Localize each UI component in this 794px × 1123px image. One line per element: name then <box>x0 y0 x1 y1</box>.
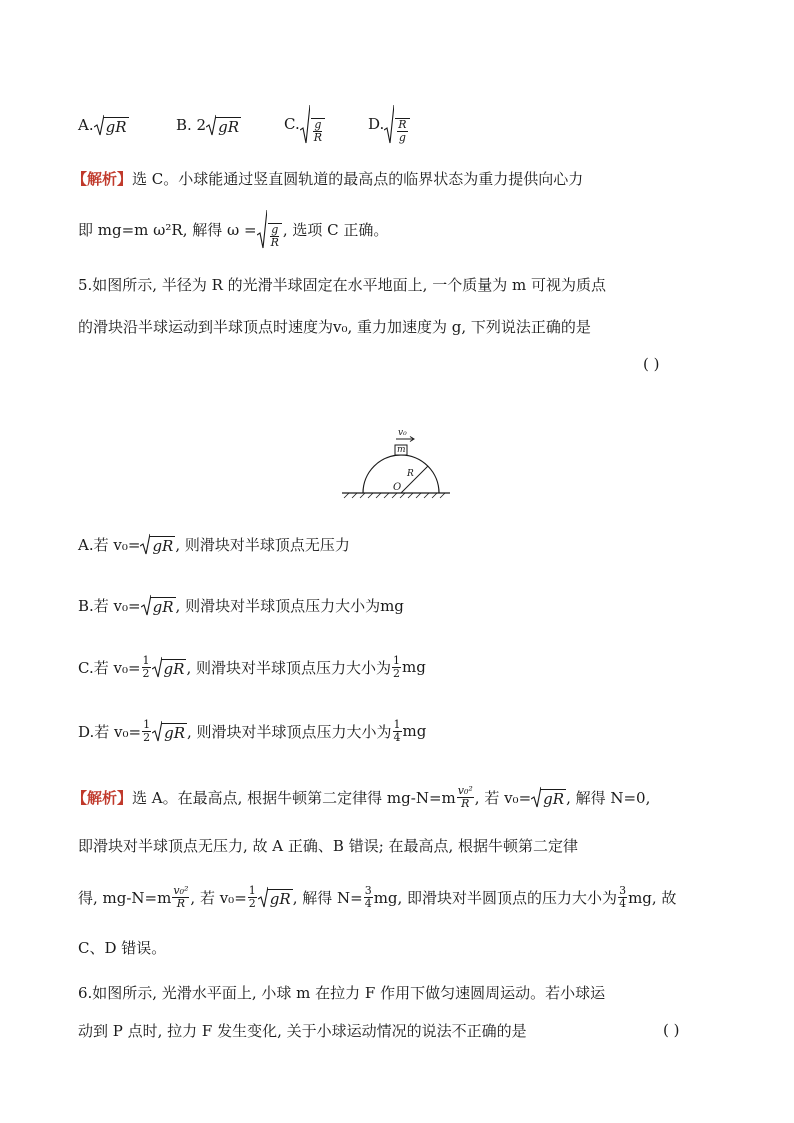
sqrt-symbol <box>141 594 176 616</box>
q5-analysis-text-3d: mg, 即滑块对半圆顶点的压力大小为 <box>373 888 618 907</box>
fraction-numerator: R <box>398 118 407 131</box>
q4-option-b-expr: gR <box>218 118 240 136</box>
fraction-denominator: 2 <box>248 896 256 910</box>
q5-analysis-expr-1: gR <box>543 790 565 808</box>
q5-option-c-expr: gR <box>163 660 185 678</box>
mass-label: m <box>397 445 406 455</box>
q5-analysis-frac-3 <box>172 885 189 910</box>
fraction-numerator: v₀² <box>173 883 189 897</box>
q5-answer-blank: ( ) <box>643 355 660 373</box>
q5-analysis-line-3 <box>78 882 676 912</box>
q4-analysis-line-1 <box>72 163 583 193</box>
q5-analysis-text-3e: mg, 故 <box>628 888 677 907</box>
q5-figure <box>338 425 458 505</box>
q4-option-a <box>78 114 129 136</box>
q5-analysis-text-3a: 得, mg-N=m <box>78 888 172 907</box>
fraction-denominator: R <box>313 131 323 144</box>
q5-analysis-text-1b: , 若 v₀= <box>474 788 532 807</box>
sqrt-symbol <box>94 114 129 136</box>
q5-option-d-coef <box>142 719 151 744</box>
sqrt-symbol <box>258 886 293 908</box>
fraction-numerator: v₀² <box>457 783 473 797</box>
q4-option-a-expr: gR <box>105 118 127 136</box>
q5-option-a-pre: A.若 v₀= <box>78 535 141 554</box>
q5-analysis-line-2: 即滑块对半球顶点无压力, 故 A 正确、B 错误; 在最高点, 根据牛顿第二定律 <box>78 836 579 855</box>
q4-analysis-line-2 <box>78 214 389 249</box>
q6-answer-blank: ( ) <box>663 1021 680 1039</box>
fraction-denominator: 2 <box>142 666 150 680</box>
q5-analysis-result-n <box>364 885 373 910</box>
fraction-numerator: 1 <box>393 717 401 731</box>
q5-option-c-result <box>392 655 401 680</box>
sqrt-symbol <box>140 533 175 555</box>
q5-option-d-pre: D.若 v₀= <box>78 722 142 741</box>
sqrt-symbol <box>152 720 187 742</box>
q5-stem-line-1: 5.如图所示, 半径为 R 的光滑半球固定在水平地面上, 一个质量为 m 可视为质点 <box>78 275 606 294</box>
q5-analysis-frac-1 <box>457 785 474 810</box>
sqrt-symbol <box>300 104 326 144</box>
q5-analysis-expr-3: gR <box>269 890 291 908</box>
velocity-label: v₀ <box>398 428 407 438</box>
q4-option-d <box>368 104 411 144</box>
fraction-numerator: 1 <box>143 717 151 731</box>
center-label: O <box>393 482 402 493</box>
q4-analysis-text-1: 选 C。小球能通过竖直圆轨道的最高点的临界状态为重力提供向心力 <box>132 169 584 188</box>
radius-label: R <box>407 469 414 479</box>
q5-option-b-post: , 则滑块对半球顶点压力大小为mg <box>175 596 404 615</box>
sqrt-symbol <box>152 656 187 678</box>
q5-analysis-text-3b: , 若 v₀= <box>190 888 247 907</box>
q4-option-b <box>176 114 241 136</box>
q4-option-c-label: C. <box>284 115 300 133</box>
fraction-denominator: R <box>461 796 470 810</box>
q4-option-d-label: D. <box>368 115 385 133</box>
fraction-denominator: 4 <box>619 896 627 910</box>
fraction-numerator: 1 <box>142 653 150 667</box>
q5-analysis-result-p <box>618 885 627 910</box>
fraction-numerator: 3 <box>619 883 627 897</box>
q5-option-c-coef <box>142 655 151 680</box>
fraction-numerator: 1 <box>248 883 256 897</box>
q5-option-b-expr: gR <box>152 598 174 616</box>
q5-analysis-line-4: C、D 错误。 <box>78 938 167 957</box>
q5-option-b-pre: B.若 v₀= <box>78 596 141 615</box>
q5-option-a-expr: gR <box>152 537 174 555</box>
analysis-tag: 【解析】 <box>72 169 133 188</box>
q5-option-d-post: , 则滑块对半球顶点压力大小为 <box>187 722 392 741</box>
fraction-denominator: R <box>176 896 186 910</box>
q4-option-a-label: A. <box>78 116 94 134</box>
q5-stem-line-2: 的滑块沿半球运动到半球顶点时速度为v₀, 重力加速度为 g, 下列说法正确的是 <box>78 317 591 336</box>
fraction-numerator: g <box>314 118 322 131</box>
q5-option-d-expr: gR <box>164 724 185 742</box>
analysis-tag: 【解析】 <box>72 788 133 807</box>
q5-option-d-tail: mg <box>402 722 427 740</box>
q5-option-b <box>78 590 404 620</box>
q4-option-c <box>284 104 326 144</box>
q5-analysis-text-1a: 选 A。在最高点, 根据牛顿第二定律得 mg-N=m <box>132 788 456 807</box>
q5-option-c <box>78 652 426 682</box>
q5-option-d <box>78 716 426 746</box>
fraction-numerator: 3 <box>364 883 372 897</box>
q5-option-a-post: , 则滑块对半球顶点无压力 <box>175 535 350 554</box>
fraction-denominator: 2 <box>143 730 151 744</box>
q4-option-c-frac <box>311 118 325 144</box>
fraction-denominator: R <box>270 236 279 249</box>
fraction-denominator: 2 <box>393 666 400 680</box>
q5-option-d-result <box>393 719 402 744</box>
q5-analysis-text-3c: , 解得 N= <box>292 888 363 907</box>
q6-stem-line-1: 6.如图所示, 光滑水平面上, 小球 m 在拉力 F 作用下做匀速圆周运动。若小球运 <box>78 983 606 1002</box>
sqrt-symbol <box>384 104 410 144</box>
q5-option-c-tail: mg <box>402 658 426 676</box>
fraction-numerator: 1 <box>393 653 400 667</box>
sqrt-symbol <box>257 209 283 249</box>
fraction-numerator: g <box>271 223 279 236</box>
q5-analysis-coef-3 <box>248 885 257 910</box>
fraction-denominator: 4 <box>364 896 372 910</box>
q4-option-d-frac <box>395 118 409 144</box>
q4-analysis-text-2b: , 选项 C 正确。 <box>282 220 389 239</box>
q6-stem-line-2: 动到 P 点时, 拉力 F 发生变化, 关于小球运动情况的说法不正确的是 <box>78 1021 527 1040</box>
q5-option-c-pre: C.若 v₀= <box>78 658 141 677</box>
q4-analysis-frac <box>268 223 282 249</box>
fraction-denominator: g <box>398 131 406 144</box>
q4-option-b-label: B. 2 <box>176 116 207 134</box>
q4-analysis-text-2a: 即 mg=m ω²R, 解得 ω = <box>78 220 257 239</box>
fraction-denominator: 4 <box>393 730 401 744</box>
sqrt-symbol <box>531 786 566 808</box>
q5-option-c-post: , 则滑块对半球顶点压力大小为 <box>186 658 391 677</box>
q5-analysis-text-1c: , 解得 N=0, <box>566 788 651 807</box>
q5-analysis-line-1 <box>72 782 650 812</box>
sqrt-symbol <box>206 114 241 136</box>
q5-option-a <box>78 529 350 559</box>
